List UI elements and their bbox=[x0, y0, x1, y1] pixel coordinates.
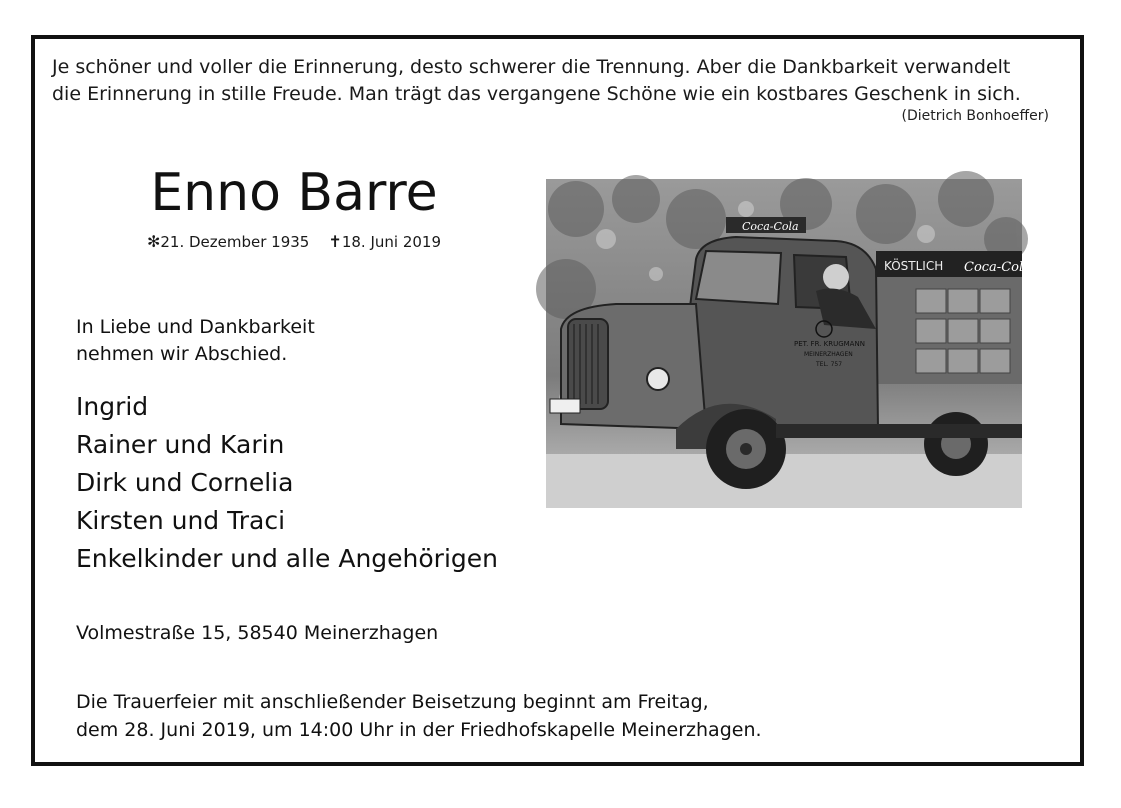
coca-cola-logo-side: Coca-Cola bbox=[964, 260, 1031, 275]
funeral-service-info bbox=[76, 688, 762, 744]
quote-line: Je schöner und voller die Erinnerung, desto schwerer die Trennung. Aber die Dankbarkeit verwandelt bbox=[52, 56, 1011, 78]
door-text-line2: MEINERZHAGEN bbox=[804, 351, 853, 358]
birth-date: 21. Dezember 1935 bbox=[160, 233, 310, 251]
door-text-line1: PET. FR. KRUGMANN bbox=[794, 340, 865, 348]
family-member: Kirsten und Traci bbox=[76, 506, 286, 535]
family-address: Volmestraße 15, 58540 Meinerzhagen bbox=[76, 622, 439, 644]
door-text-line3: TEL. 757 bbox=[816, 361, 843, 368]
quote-line: die Erinnerung in stille Freude. Man trägt das vergangene Schöne wie ein kostbares Geschenk in sich. bbox=[52, 83, 1021, 105]
intro-text bbox=[76, 314, 315, 368]
family-member: Enkelkinder und alle Angehörigen bbox=[76, 544, 498, 573]
truck-photo bbox=[546, 179, 1031, 508]
service-line: dem 28. Juni 2019, um 14:00 Uhr in der Friedhofskapelle Meinerzhagen. bbox=[76, 719, 762, 741]
life-dates bbox=[120, 232, 468, 251]
family-member: Rainer und Karin bbox=[76, 430, 285, 459]
quote-text bbox=[52, 54, 1062, 108]
truck-photo-image bbox=[546, 179, 1031, 508]
coca-cola-logo-roof: Coca-Cola bbox=[742, 220, 799, 233]
birth-star-icon: ✻ bbox=[146, 232, 161, 251]
truck-side-text: KÖSTLICH bbox=[884, 259, 944, 273]
family-member: Dirk und Cornelia bbox=[76, 468, 294, 497]
deceased-name: Enno Barre bbox=[150, 163, 438, 223]
service-line: Die Trauerfeier mit anschließender Beisetzung beginnt am Freitag, bbox=[76, 691, 709, 713]
intro-line: nehmen wir Abschied. bbox=[76, 343, 288, 365]
intro-line: In Liebe und Dankbarkeit bbox=[76, 316, 315, 338]
family-list bbox=[76, 388, 498, 578]
death-cross-icon: ✝ bbox=[328, 232, 342, 251]
quote-source: (Dietrich Bonhoeffer) bbox=[901, 108, 1049, 124]
family-member: Ingrid bbox=[76, 392, 149, 421]
death-date: 18. Juni 2019 bbox=[341, 233, 442, 251]
